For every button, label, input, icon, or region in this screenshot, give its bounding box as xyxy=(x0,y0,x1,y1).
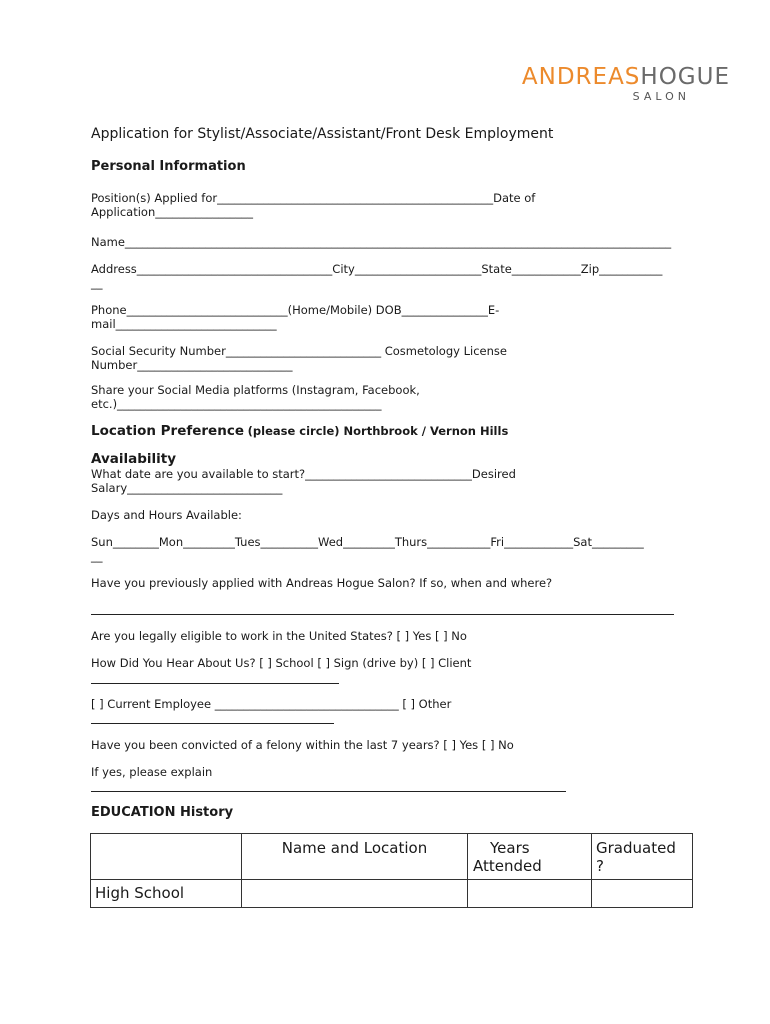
form-title: Application for Stylist/Associate/Assistant/Front Desk Employment xyxy=(91,126,554,142)
days-hours-field[interactable]: Sun________Mon_________Tues__________Wed_________Thurs___________Fri____________Sat_________ xyxy=(91,535,644,549)
education-heading: EDUCATION History xyxy=(91,805,234,820)
referral-client-line[interactable] xyxy=(91,683,339,684)
referral-employee-other[interactable]: [ ] Current Employee ________________________________ [ ] Other xyxy=(91,697,452,711)
felony-explain-label: If yes, please explain xyxy=(91,765,213,779)
address-field-continued: __ xyxy=(91,276,103,290)
email-field[interactable]: mail____________________________ xyxy=(91,317,277,331)
location-heading: Location Preference xyxy=(91,423,244,439)
days-hours-label: Days and Hours Available: xyxy=(91,508,242,522)
education-table xyxy=(90,833,693,908)
personal-info-heading: Personal Information xyxy=(91,159,246,174)
felony-question[interactable]: Have you been convicted of a felony within the last 7 years? [ ] Yes [ ] No xyxy=(91,738,514,752)
availability-heading: Availability xyxy=(91,451,177,467)
location-preference xyxy=(91,424,508,438)
start-date-field[interactable]: What date are you available to start?_____________________________Desired xyxy=(91,467,516,481)
table-cell-input[interactable] xyxy=(592,880,693,908)
social-media-field[interactable]: etc.)______________________________________________ xyxy=(91,397,382,411)
address-field[interactable]: Address__________________________________City______________________State____________Zip___________ xyxy=(91,262,663,276)
position-applied-field[interactable]: Position(s) Applied for________________________________________________Date of xyxy=(91,191,536,205)
ssn-field[interactable]: Social Security Number___________________________ Cosmetology License xyxy=(91,344,507,358)
name-field[interactable]: Name_______________________________________________________________________________________________ xyxy=(91,235,672,249)
previous-application-question: Have you previously applied with Andreas Hogue Salon? If so, when and where? xyxy=(91,576,553,590)
table-header-row xyxy=(91,834,693,880)
referral-other-line[interactable] xyxy=(91,723,334,724)
logo-subtitle: SALON xyxy=(632,90,690,103)
social-media-label: Share your Social Media platforms (Instagram, Facebook, xyxy=(91,383,420,397)
previous-application-line[interactable] xyxy=(91,614,674,615)
desired-salary-field[interactable]: Salary___________________________ xyxy=(91,481,283,495)
cosmetology-license-field[interactable]: Number___________________________ xyxy=(91,358,293,372)
table-header-graduated: Graduated ? xyxy=(592,834,693,880)
referral-source-question[interactable]: How Did You Hear About Us? [ ] School [ ] Sign (drive by) [ ] Client xyxy=(91,656,472,670)
location-options[interactable]: (please circle) Northbrook / Vernon Hills xyxy=(247,424,509,438)
application-date-field[interactable]: Application_________________ xyxy=(91,205,254,219)
eligibility-question[interactable]: Are you legally eligible to work in the United States? [ ] Yes [ ] No xyxy=(91,629,467,643)
table-cell-input[interactable] xyxy=(242,880,468,908)
table-row xyxy=(91,880,693,908)
phone-dob-field[interactable]: Phone____________________________(Home/Mobile) DOB_______________E- xyxy=(91,303,500,317)
table-row-label-high-school: High School xyxy=(91,880,242,908)
table-header-name-location: Name and Location xyxy=(242,834,468,880)
days-hours-field-continued: __ xyxy=(91,549,103,563)
felony-explain-line[interactable] xyxy=(91,791,566,792)
salon-logo xyxy=(470,64,730,104)
table-header-years-attended: Years Attended xyxy=(468,834,592,880)
table-cell-blank xyxy=(91,834,242,880)
logo-wordmark: ANDREASHOGUE xyxy=(521,64,730,90)
table-cell-input[interactable] xyxy=(468,880,592,908)
